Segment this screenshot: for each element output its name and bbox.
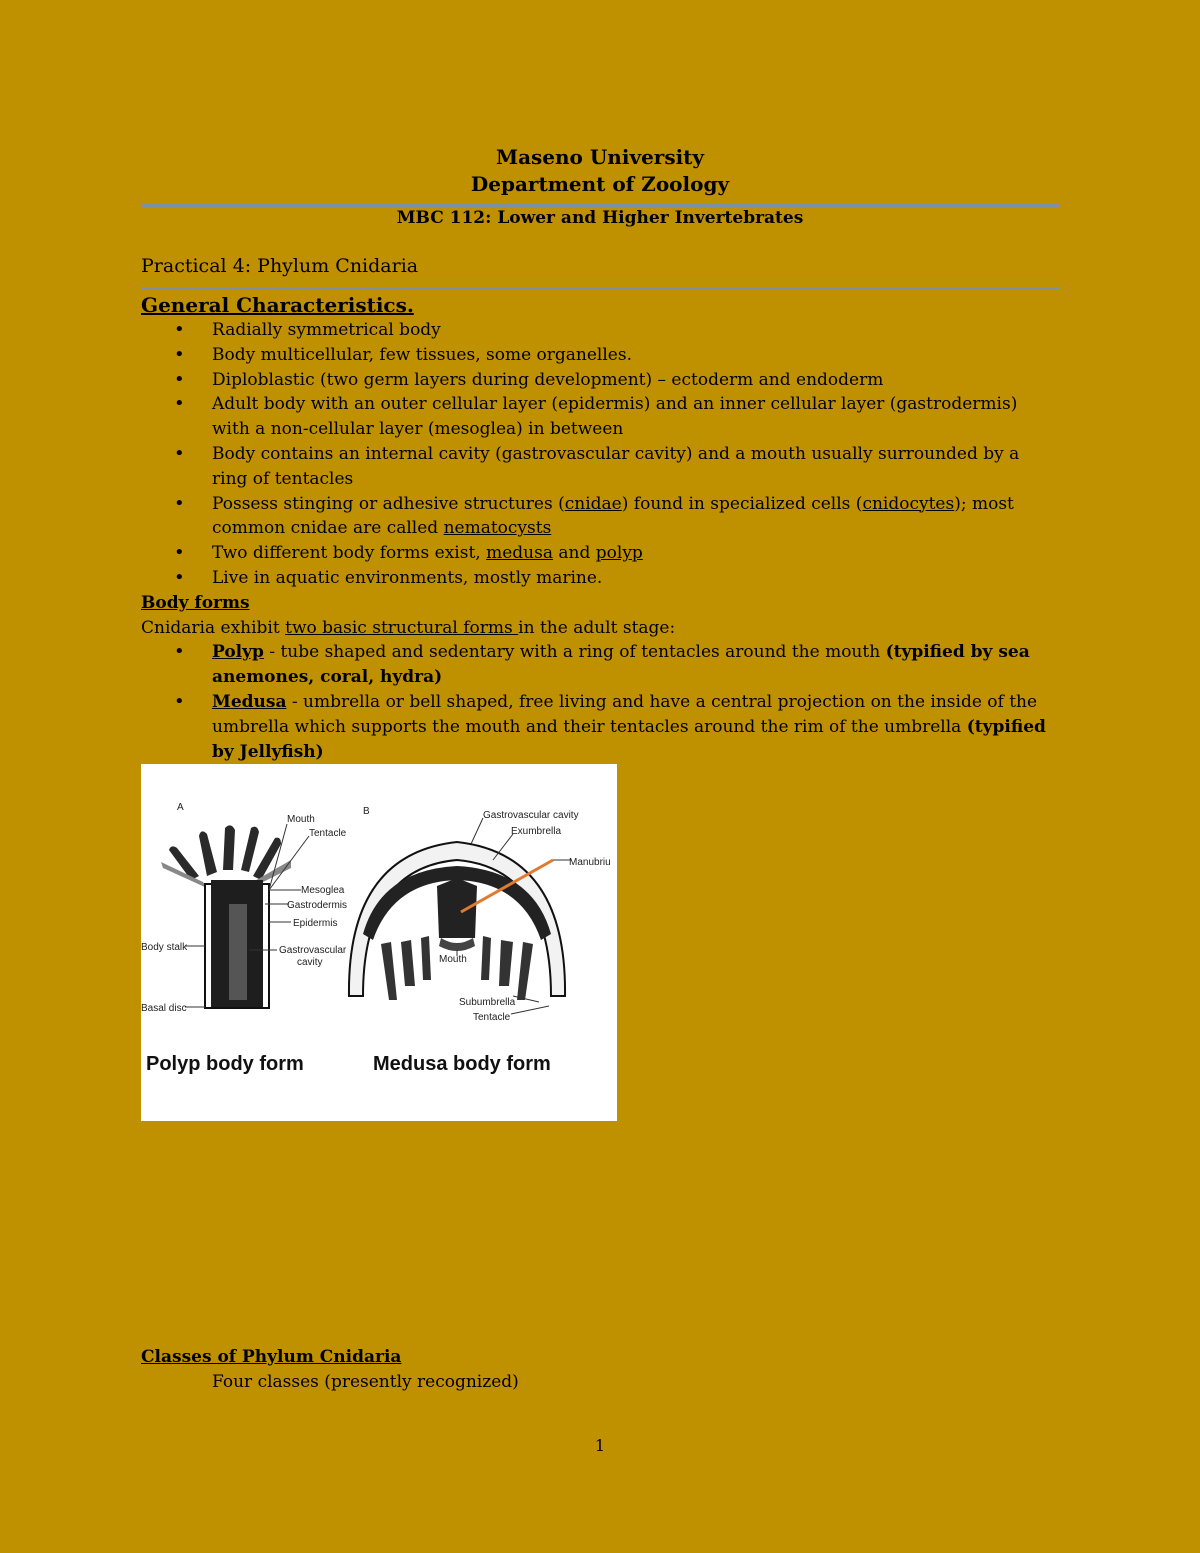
course-title: MBC 112: Lower and Higher Invertebrates [396,208,804,228]
list-item-text: Body contains an internal cavity (gastrovascular cavity) and a mouth usually surrounded by a ring of tentacles [212,443,1020,489]
university-title: Maseno University [495,145,705,169]
list-item-text: ) found in specialized cells ( [621,493,863,514]
medusa-term: Medusa [212,691,287,712]
term-medusa: medusa [486,543,553,564]
header-rule [141,204,1059,207]
list-item-text: Live in aquatic environments, mostly marine. [212,567,603,588]
list-item-text: Body multicellular, few tissues, some organelles. [212,344,632,365]
polyp-label-epidermis: Epidermis [293,918,338,929]
caption-medusa: Medusa body form [373,1053,551,1075]
page-number: 1 [594,1436,606,1455]
polyp-label-mouth: Mouth [287,814,315,825]
general-characteristics-heading: General Characteristics. [141,293,414,317]
list-item-text: Radially symmetrical body [212,320,441,340]
list-item [141,566,1059,591]
intro-text: Cnidaria exhibit [141,617,286,638]
polyp-label-gv-cavity: Gastrovascular [279,945,347,956]
polyp-label-mesoglea: Mesoglea [301,885,345,896]
term-cnidocytes: cnidocytes [862,493,955,514]
list-item-medusa [141,690,1059,764]
list-item [141,541,1059,566]
term-cnidae: cnidae [564,493,622,514]
polyp-description: - tube shaped and sedentary with a ring of tentacles around the mouth [263,642,886,663]
list-item-text: Diploblastic (two germ layers during development) – ectoderm and endoderm [212,369,884,390]
list-item [141,318,1059,343]
list-item [141,492,1059,542]
list-item-text: and [552,543,596,564]
polyp-examples: (typified by sea anemones, coral, hydra) [212,642,1030,688]
intro-underlined: two basic structural forms [285,617,519,638]
polyp-label-basal-disc: Basal disc [141,1003,187,1014]
medusa-examples: (typified by Jellyfish) [212,716,1046,762]
section-rule [141,287,1059,290]
polyp-label-gv-cavity-2: cavity [297,957,323,968]
polyp-label-body-stalk: Body stalk [141,942,188,953]
polyp-label-tentacle: Tentacle [309,828,347,839]
list-item-text: ); most common cnidae are called [212,493,1014,539]
characteristics-list [141,318,1059,591]
department-title: Department of Zoology [470,172,730,196]
classes-text: Four classes (presently recognized) [212,1371,519,1392]
polyp-term: Polyp [212,642,264,663]
list-item-polyp [141,640,1059,690]
medusa-label-subumbrella: Subumbrella [459,997,516,1008]
medusa-label-tentacle: Tentacle [473,1012,511,1023]
list-item [141,392,1059,442]
classes-heading: Classes of Phylum Cnidaria [141,1347,402,1367]
body-forms-figure [141,764,617,1121]
classes-section [141,1345,1059,1395]
list-item-text: Possess stinging or adhesive structures ( [212,493,565,514]
medusa-drawing [349,806,611,1023]
list-item-text: Two different body forms exist, [212,543,487,564]
term-nematocysts: nematocysts [443,518,552,539]
body-forms-heading: Body forms [141,592,250,613]
medusa-description: - umbrella or bell shaped, free living and have a central projection on the inside of the umbrella which supports the mouth and their tentacles around the rim of the umbrella [212,691,1038,737]
medusa-label-gv-cavity: Gastrovascular cavity [483,810,579,821]
body-forms-list [141,640,1059,764]
list-item-text: Adult body with an outer cellular layer (epidermis) and an inner cellular layer (gastrodermis) with a non-cellular layer (mesoglea) in between [212,394,1018,440]
term-polyp: polyp [595,543,643,564]
body-forms-diagram [141,764,617,1121]
intro-text: in the adult stage: [518,617,676,638]
label-b: B [363,806,370,817]
list-item [141,368,1059,393]
caption-polyp: Polyp body form [146,1053,304,1075]
list-item [141,343,1059,368]
list-item [141,442,1059,492]
polyp-drawing [141,802,347,1014]
label-a: A [177,802,184,813]
general-characteristics [141,292,1059,764]
medusa-label-manubrium: Manubriu [569,857,611,868]
practical-title: Practical 4: Phylum Cnidaria [141,255,419,277]
polyp-label-gastrodermis: Gastrodermis [287,900,348,911]
medusa-label-mouth: Mouth [439,954,467,965]
medusa-label-exumbrella: Exumbrella [511,826,562,837]
body-forms-intro [141,616,1059,641]
